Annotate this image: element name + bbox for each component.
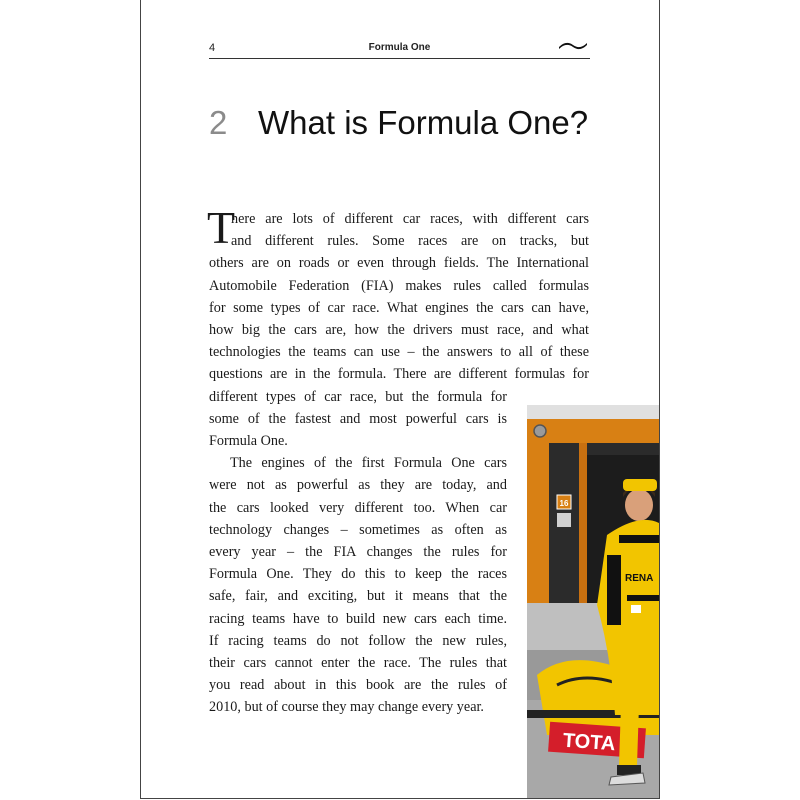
text-line: were not as powerful as they are today, and: [209, 477, 507, 494]
chapter-number: 2: [209, 104, 228, 141]
text-line: The engines of the first Formula One cars: [230, 455, 507, 472]
text-line: and different rules. Some races are on tracks, but: [231, 233, 589, 250]
text-line: 2010, but of course they may change every year.: [209, 699, 484, 716]
text-line: technologies the teams can use – the answers to all of these: [209, 344, 589, 361]
text-line: Formula One. They do this to keep the races: [209, 566, 507, 583]
text-line: If racing teams do not follow the new rules,: [209, 632, 507, 649]
chapter-title: What is Formula One?: [258, 104, 589, 141]
text-line: others are on roads or even through fields. The International: [209, 255, 589, 272]
text-line: here are lots of different car races, with different cars: [231, 211, 589, 227]
text-line: technology changes – sometimes as often as: [209, 521, 507, 538]
garage-number: 16: [559, 499, 569, 508]
book-title: Formula One: [368, 42, 431, 53]
text-line: Formula One.: [209, 432, 288, 449]
text-line: different types of car race, but the formula for: [209, 388, 507, 405]
driver-photo: [527, 405, 659, 798]
swoosh-logo-icon: [558, 38, 588, 52]
text-line: their cars cannot enter the race. The rules that: [209, 654, 507, 671]
running-head: [209, 40, 590, 59]
text-line: some of the fastest and most powerful cars is: [209, 410, 507, 427]
text-line: you read about in this book are the rules of: [209, 677, 507, 694]
text-line: how big the cars are, how the drivers must race, and what: [209, 321, 589, 338]
paragraph-2: [209, 452, 507, 718]
drop-cap: T: [207, 202, 236, 253]
driver-photo-illustration: [527, 405, 659, 798]
text-line: safe, fair, and exciting, but it means that the: [209, 588, 507, 605]
page-number: 4: [209, 42, 216, 54]
suit-sponsor-text: RENA: [625, 573, 654, 584]
text-line: Automobile Federation (FIA) makes rules called formulas: [209, 277, 589, 294]
book-page: [140, 0, 660, 799]
text-line: questions are in the formula. There are different formulas for: [209, 366, 589, 383]
text-line: every year – the FIA changes the rules for: [209, 543, 507, 560]
paragraph-1-continued: [209, 386, 507, 453]
text-line: racing teams have to build new cars each time.: [209, 610, 507, 627]
text-line: for some types of car race. What engines the cars can have,: [209, 299, 589, 316]
paragraph-1: [207, 202, 589, 386]
text-line: the cars looked very different too. When car: [209, 499, 507, 516]
wing-sponsor-text: TOTA: [562, 729, 617, 756]
